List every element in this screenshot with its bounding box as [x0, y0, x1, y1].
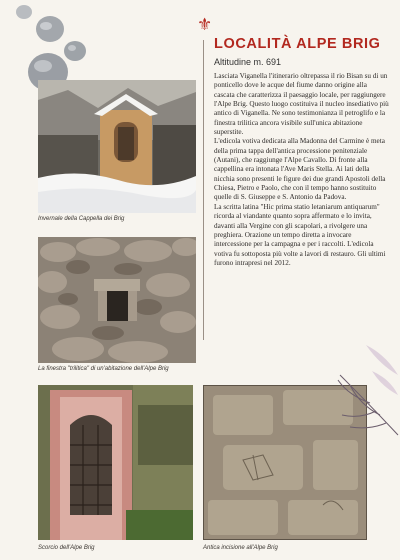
- body-text: [214, 72, 389, 268]
- paragraph-2: L'edicola votiva dedicata alla Madonna del Carmine è meta della prima tappa dell'antica processione penitenziale (Autani), che raggiunge l'Alpe Cavallo. Di fronte alla cappellina era intonata l'Ave Maris Stella. Ai lati della nicchia sono presenti le figure dei due grandi Apostoli della Chiesa, Pietro e Paolo, che con il tempo hanno sostituito quelle di S. Giuseppe e S. Antonio da Padova.: [214, 137, 386, 202]
- photo-alpe-brig-view: [38, 385, 193, 540]
- caption-photo1: Invernale della Cappella dei Brig: [38, 216, 125, 222]
- fleur-de-lis-icon: ⚜: [197, 15, 213, 34]
- caption-photo3: Scorcio dell'Alpe Brig: [38, 545, 95, 551]
- altitude-subtitle: Altitudine m. 691: [214, 57, 282, 67]
- page-title: LOCALITÀ ALPE BRIG: [214, 36, 381, 52]
- vertical-divider: [203, 40, 204, 340]
- paragraph-3: La scritta latina "Hic prima statio letaniarum antiquarum" ricorda al viandante quanto sopra affermato e lo invita, davanti alla Vergine con gli scapolari, a rivolgere una preghiera. Orazione un tempo diretta a invocare intercessione per la campagna e per i raccolti. L'edicola votiva fu sottoposta più volte a lavori di restauro. Gli ultimi furono intrapresi nel 2012.: [214, 202, 386, 267]
- caption-photo4: Antica incisione all'Alpe Brig: [203, 545, 278, 551]
- caption-photo2: La finestra "trilitica" di un'abitazione dell'Alpe Brig: [38, 366, 169, 372]
- leaves-decoration: [320, 335, 400, 455]
- photo-chapel-winter: [38, 80, 196, 213]
- photo-trilithic-window: [38, 237, 196, 363]
- paragraph-1: Lasciata Viganella l'itinerario oltrepassa il rio Bisan su di un ponticello dove le acque del fiume danno origine alla cascata che caratterizza il paesaggio locale, per raggiungere l'Alpe Brig. Questo luogo costituiva il nucleo insediativo più antico di Viganella. Ne sono testimonianza il petroglifo e la finestra trilitica ancora visibile sull'unica abitazione superstite.: [214, 72, 389, 137]
